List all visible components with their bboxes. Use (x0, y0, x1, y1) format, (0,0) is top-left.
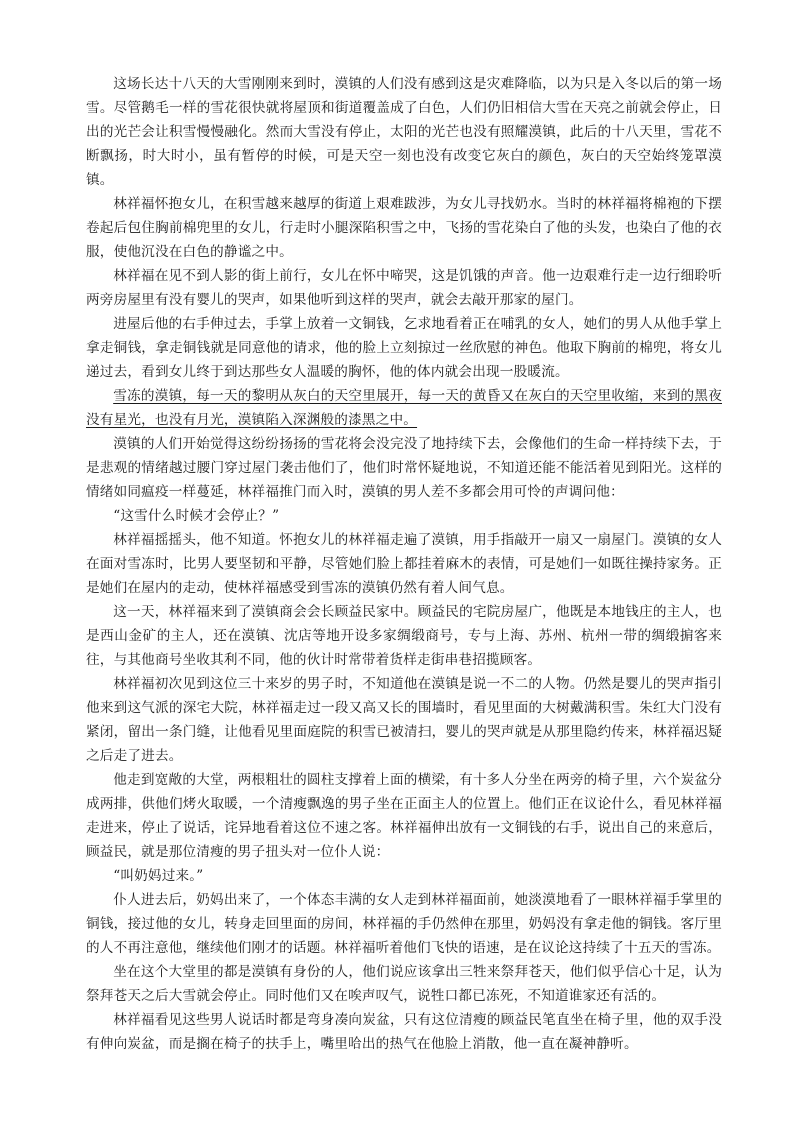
paragraph-10: 林祥福初次见到这位三十来岁的男子时，不知道他在漠镇是说一不二的人物。仍然是婴儿的哭声指引他来到这气派的深宅大院，林祥福走过一段又高又长的围墙时，看见里面的大树戴满积雪。朱红大门没有紧闭，留出一条门缝，让他看见里面庭院的积雪已被清扫，婴儿的哭声就是从那里隐约传来，林祥福迟疑之后走了进去。 (86, 676, 722, 764)
paragraph-14: 坐在这个大堂里的都是漠镇有身份的人，他们说应该拿出三牲来祭拜苍天，他们似乎信心十足，认为祭拜苍天之后大雪就会停止。同时他们又在唉声叹气，说牲口都已冻死，不知道谁家还有活的。 (86, 964, 722, 1004)
paragraph-9: 这一天，林祥福来到了漠镇商会会长顾益民家中。顾益民的宅院房屋广，他既是本地钱庄的主人，也是西山金矿的主人，还在漠镇、沈店等地开设多家绸缎商号，专与上海、苏州、杭州一带的绸缎掮客来往，与其他商号坐收其利不同，他的伙计时常带着货样走街串巷招揽顾客。 (86, 604, 722, 668)
paragraph-2: 林祥福怀抱女儿，在积雪越来越厚的街道上艰难跋涉，为女儿寻找奶水。当时的林祥福将棉袍的下摆卷起后包住胸前棉兜里的女儿，行走时小腿深陷积雪之中，飞扬的雪花染白了他的头发，也染白了他的衣服，使他沉没在白色的静谧之中。 (86, 196, 722, 260)
paragraph-3: 林祥福在见不到人影的街上前行，女儿在怀中啼哭，这是饥饿的声音。他一边艰难行走一边行细聆听两旁房屋里有没有婴儿的哭声，如果他听到这样的哭声，就会去敲开那家的屋门。 (86, 268, 722, 308)
paragraph-13: 仆人进去后，奶妈出来了，一个体态丰满的女人走到林祥福面前，她淡漠地看了一眼林祥福手掌里的铜钱，接过他的女儿，转身走回里面的房间，林祥福的手仍然伸在那里，奶妈没有拿走他的铜钱。客厅里的人不再注意他，继续他们刚才的话题。林祥福听着他们飞快的语速，是在议论这持续了十五天的雪冻。 (86, 892, 722, 956)
paragraph-1: 这场长达十八天的大雪刚刚来到时，漠镇的人们没有感到这是灾难降临，以为只是入冬以后的第一场雪。尽管鹅毛一样的雪花很快就将屋顶和街道覆盖成了白色，人们仍旧相信大雪在天亮之前就会停止，日出的光芒会让积雪慢慢融化。然而大雪没有停止，太阳的光芒也没有照耀漠镇，此后的十八天里，雪花不断飘扬，时大时小，虽有暂停的时候，可是天空一刻也没有改变它灰白的颜色，灰白的天空始终笼罩漠镇。 (86, 76, 722, 188)
paragraph-8: 林祥福摇摇头，他不知道。怀抱女儿的林祥福走遍了漠镇，用手指敲开一扇又一扇屋门。漠镇的女人在面对雪冻时，比男人要坚韧和平静，尽管她们脸上都挂着麻木的表情，可是她们一如既往操持家务。正是她们在屋内的走动，使林祥福感受到雪冻的漠镇仍然有着人间气息。 (86, 532, 722, 596)
paragraph-15: 林祥福看见这些男人说话时都是弯身凑向炭盆，只有这位清瘦的顾益民笔直坐在椅子里，他的双手没有伸向炭盆，而是搁在椅子的扶手上，嘴里哈出的热气在他脸上消散，他一直在凝神静听。 (86, 1012, 722, 1052)
paragraph-4: 进屋后他的右手伸过去，手掌上放着一文铜钱，乞求地看着正在哺乳的女人，她们的男人从他手掌上拿走铜钱，拿走铜钱就是同意他的请求，他的脸上立刻掠过一丝欣慰的神色。他取下胸前的棉兜，将女儿递过去，看到女儿终于到达那些女人温暖的胸怀，他的体内就会出现一股暖流。 (86, 316, 722, 380)
paragraph-11: 他走到宽敞的大堂，两根粗壮的圆柱支撑着上面的横梁，有十多人分坐在两旁的椅子里，六个炭盆分成两排，供他们烤火取暖，一个清瘦飘逸的男子坐在正面主人的位置上。他们正在议论什么，看见林祥福走进来，停止了说话，诧异地看着这位不速之客。林祥福伸出放有一文铜钱的右手，说出自己的来意后，顾益民，就是那位清瘦的男子扭头对一位仆人说： (86, 772, 722, 860)
paragraph-6: 漠镇的人们开始觉得这纷纷扬扬的雪花将会没完没了地持续下去，会像他们的生命一样持续下去，于是悲观的情绪越过腰门穿过屋门袭击他们了，他们时常怀疑地说，不知道还能不能活着见到阳光。这样的情绪如同瘟疫一样蔓延，林祥福推门而入时，漠镇的男人差不多都会用可怜的声调问他： (86, 436, 722, 500)
paragraph-5-underlined: 雪冻的漠镇，每一天的黎明从灰白的天空里展开，每一天的黄昏又在灰白的天空里收缩，来到的黑夜没有星光，也没有月光，漠镇陷入深渊般的漆黑之中。 (86, 388, 722, 428)
dialogue-line-2: “叫奶妈过来。” (113, 868, 204, 884)
dialogue-line-1: “这雪什么时候才会停止？” (113, 508, 280, 524)
